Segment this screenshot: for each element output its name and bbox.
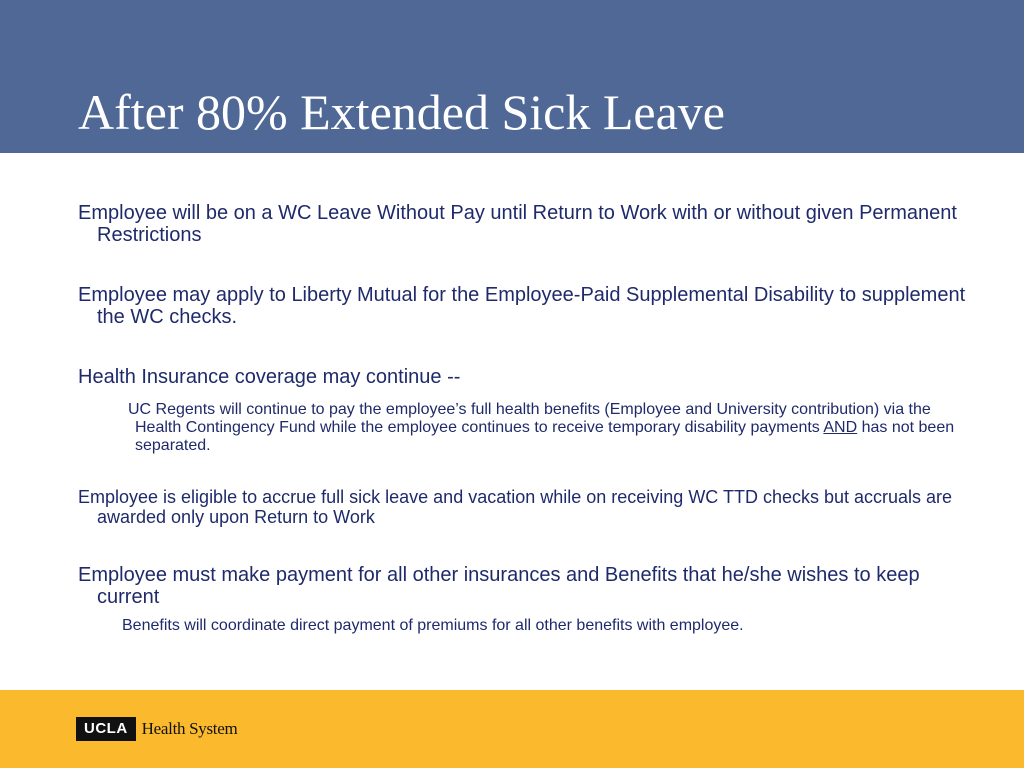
bullet-other-insurances: Employee must make payment for all other insurances and Benefits that he/she wishes to keep current [78, 564, 920, 608]
and-emphasis: AND [823, 419, 858, 436]
footer-bar [0, 690, 1024, 768]
uc-regents-text-end: has not been separated. [135, 419, 955, 454]
health-system-logo-text: Health System [141, 719, 238, 738]
bullet-health-insurance: Health Insurance coverage may continue -- [78, 366, 461, 388]
bullet-accrual: Employee is eligible to accrue full sick leave and vacation while on receiving WC TTD checks but accruals are awarded only upon Return to Work [78, 487, 953, 527]
title-bar [0, 0, 1024, 153]
uc-regents-text: UC Regents will continue to pay the employee’s full health benefits (Employee and University contribution) via the Health Contingency Fund while the employee continues to receive temporary disability payments [128, 401, 931, 436]
bullet-supplemental-disability: Employee may apply to Liberty Mutual for the Employee-Paid Supplemental Disability to supplement the WC checks. [78, 284, 966, 328]
sub-bullet-uc-regents [128, 401, 965, 455]
ucla-health-logo [76, 717, 237, 741]
bullet-leave-without-pay: Employee will be on a WC Leave Without Pay until Return to Work with or without given Permanent Restrictions [78, 202, 957, 246]
sub-bullet-benefits-coordination: Benefits will coordinate direct payment of premiums for all other benefits with employee. [122, 617, 744, 634]
slide-title: After 80% Extended Sick Leave [78, 84, 725, 140]
ucla-logo-box: UCLA [76, 717, 136, 741]
